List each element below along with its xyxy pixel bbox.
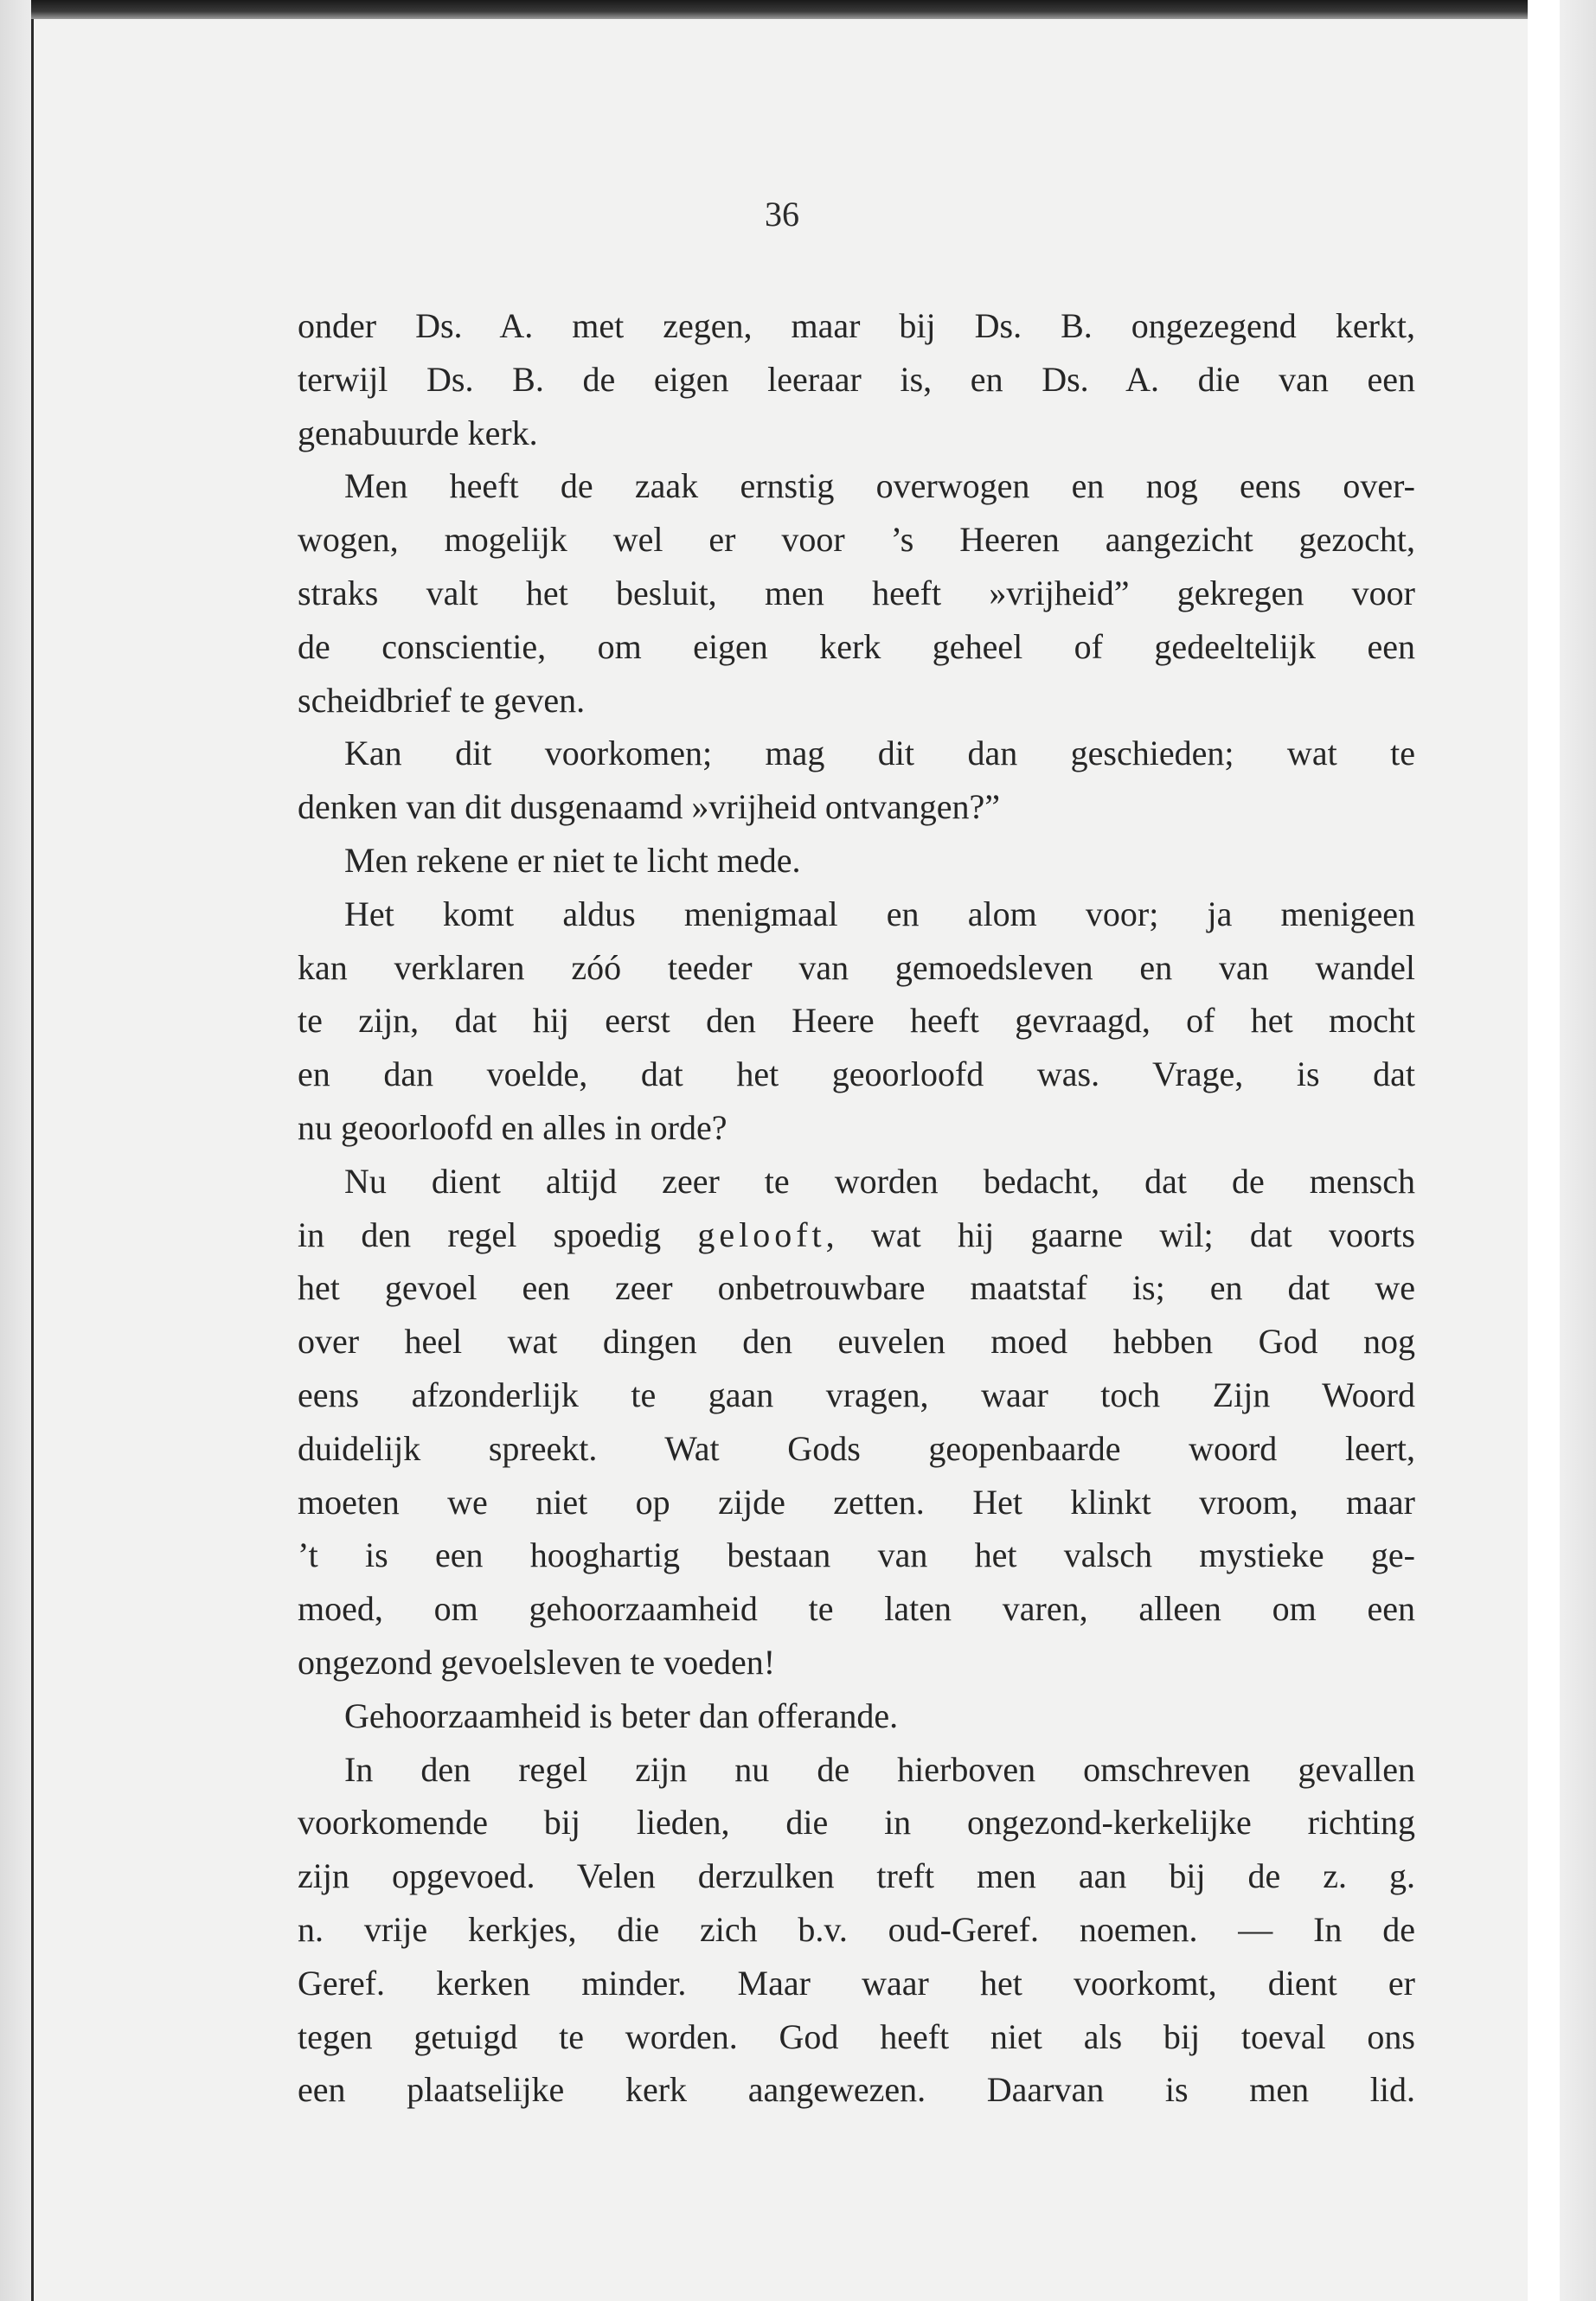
text-line: Nu dient altijd zeer te worden bedacht, dat de mensch	[344, 1161, 1415, 1201]
text-line: een plaatselijke kerk aangewezen. Daarvan is men lid.	[298, 2070, 1415, 2110]
book-page	[31, 0, 1528, 2301]
text-line: onder Ds. A. met zegen, maar bij Ds. B. ongezegend kerkt,	[298, 306, 1415, 345]
text-line: tegen getuigd te worden. God heeft niet als bij toeval ons	[298, 2016, 1415, 2056]
page-number: 36	[765, 195, 799, 234]
text-line: het gevoel een zeer onbetrouwbare maatstaf is; en dat we	[298, 1268, 1415, 1308]
text-line: kan verklaren zóó teeder van gemoedsleven en van wandel	[298, 947, 1415, 987]
text-line: Het komt aldus menigmaal en alom voor; ja menigeen	[344, 894, 1415, 933]
text-line: In den regel zijn nu de hierboven omschreven gevallen	[344, 1749, 1415, 1789]
scan-margin-right	[1560, 0, 1596, 2301]
text-line: voorkomende bij lieden, die in ongezond-kerkelijke richting	[298, 1803, 1415, 1843]
text-line: moed, om gehoorzaamheid te laten varen, alleen om een	[298, 1589, 1415, 1629]
text-line: nu geoorloofd en alles in orde?	[298, 1107, 727, 1147]
text-line: Geref. kerken minder. Maar waar het voorkomt, dient er	[298, 1963, 1415, 2003]
scan-margin-left	[0, 0, 31, 2301]
text-line: ’t is een hooghartig bestaan van het valsch mystieke ge-	[298, 1535, 1415, 1575]
text-fragment: , wat hij gaarne wil; dat voorts	[825, 1215, 1415, 1254]
text-line: Kan dit voorkomen; mag dit dan geschieden; wat te	[344, 734, 1415, 773]
scan-top-edge	[31, 0, 1528, 19]
text-line: Men rekene er niet te licht mede.	[344, 840, 801, 880]
text-line: wogen, mogelijk wel er voor ’s Heeren aangezicht gezocht,	[298, 520, 1415, 560]
text-line: zijn opgevoed. Velen derzulken treft men aan bij de z. g.	[298, 1856, 1415, 1896]
text-line: genabuurde kerk.	[298, 413, 538, 452]
emphasized-word: gelooft	[697, 1215, 826, 1254]
text-line: Gehoorzaamheid is beter dan offerande.	[344, 1695, 899, 1735]
body-text	[298, 299, 1415, 2117]
text-line: Men heeft de zaak ernstig overwogen en nog eens over-	[344, 466, 1415, 506]
text-line: denken van dit dusgenaamd »vrijheid ontvangen?”	[298, 787, 1000, 827]
text-line: duidelijk spreekt. Wat Gods geopenbaarde woord leert,	[298, 1428, 1415, 1468]
text-line: terwijl Ds. B. de eigen leeraar is, en Ds. A. die van een	[298, 359, 1415, 399]
text-line: straks valt het besluit, men heeft »vrijheid” gekregen voor	[298, 573, 1415, 612]
text-line: te zijn, dat hij eerst den Heere heeft gevraagd, of het mocht	[298, 1001, 1415, 1041]
text-line: en dan voelde, dat het geoorloofd was. Vrage, is dat	[298, 1054, 1415, 1094]
text-line	[298, 1208, 1415, 1262]
text-line: eens afzonderlijk te gaan vragen, waar toch Zijn Woord	[298, 1375, 1415, 1414]
text-line: ongezond gevoelsleven te voeden!	[298, 1642, 776, 1682]
text-line: moeten we niet op zijde zetten. Het klinkt vroom, maar	[298, 1482, 1415, 1522]
text-line: over heel wat dingen den euvelen moed hebben God nog	[298, 1322, 1415, 1362]
text-line: n. vrije kerkjes, die zich b.v. oud-Geref. noemen. — In de	[298, 1909, 1415, 1949]
text-line: scheidbrief te geven.	[298, 680, 586, 720]
text-line: de conscientie, om eigen kerk geheel of gedeeltelijk een	[298, 626, 1415, 666]
text-fragment: in den regel spoedig	[298, 1215, 698, 1254]
